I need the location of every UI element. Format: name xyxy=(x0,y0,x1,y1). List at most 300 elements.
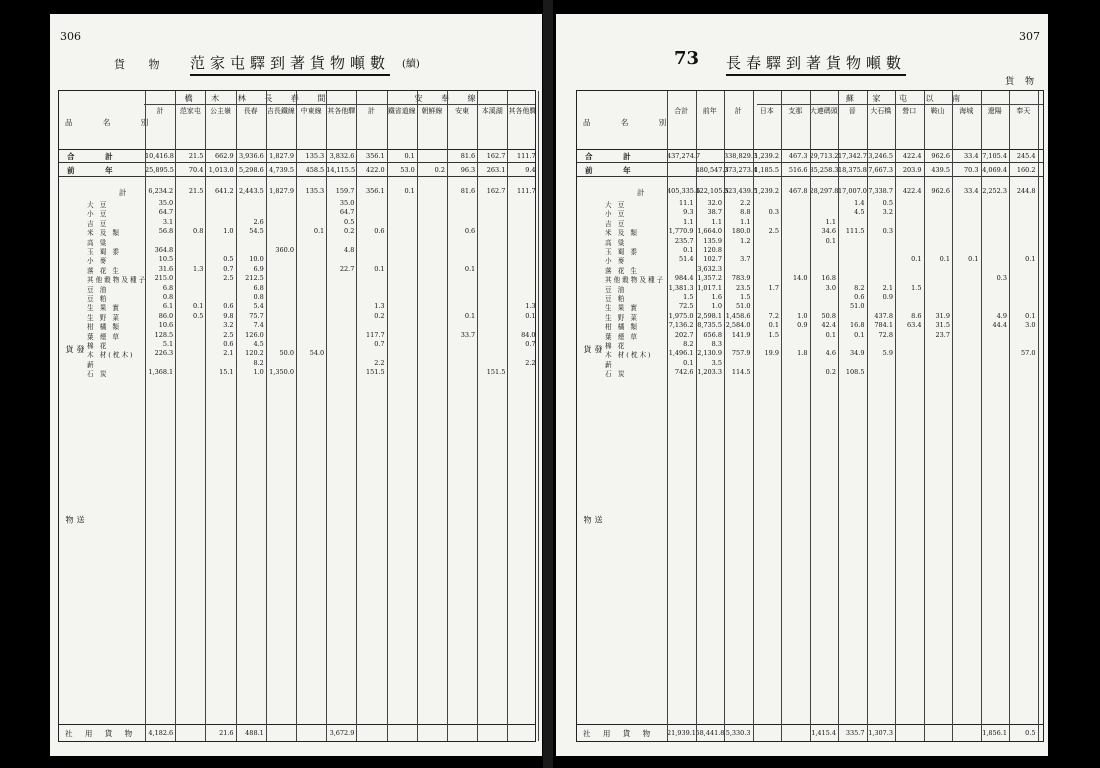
table-cell: 51.0 xyxy=(850,302,865,311)
table-cell: 2.2 xyxy=(525,358,536,367)
row-label: 其他穀物及種子 xyxy=(605,276,666,285)
grid-line xyxy=(753,91,754,741)
table-cell: 0.1 xyxy=(825,330,836,339)
table-cell: 23.5 xyxy=(736,283,751,292)
table-cell: 4.9 xyxy=(996,311,1007,320)
table-cell: 1.3 xyxy=(525,302,536,311)
table-cell: 0.6 xyxy=(223,340,234,348)
row-label: 石 炭 xyxy=(87,370,109,379)
grid-line xyxy=(507,91,508,741)
table-cell: 8.6 xyxy=(911,311,922,320)
table-cell: 120.2 xyxy=(245,349,264,358)
table-cell: 0.6 xyxy=(464,227,476,236)
table-cell: 1.8 xyxy=(797,349,808,358)
row-label: 棉 花 xyxy=(605,342,627,350)
table-cell: 1.5 xyxy=(768,330,779,339)
table-cell: 35,258.3 xyxy=(809,166,839,174)
table-cell: 1,496.1 xyxy=(668,349,694,358)
grid-line xyxy=(175,91,176,741)
table-cell: 0.1 xyxy=(525,311,536,320)
table-cell: 422,105.5 xyxy=(695,187,729,195)
table-cell: 235.7 xyxy=(674,236,694,245)
table-cell: 2.5 xyxy=(768,227,779,236)
table-cell: 50.0 xyxy=(279,349,294,358)
table-cell: 14,115.5 xyxy=(326,166,356,174)
grid-line xyxy=(838,91,839,741)
table-cell: 0.7 xyxy=(223,264,234,273)
table-cell: 0.7 xyxy=(525,340,536,348)
column-header: 計 xyxy=(367,107,375,115)
table-cell: 53.0 xyxy=(400,166,415,174)
table-cell: 0.1 xyxy=(968,255,979,264)
table-cell: 226.3 xyxy=(154,349,174,358)
table-cell: 656.8 xyxy=(703,330,722,339)
table-cell: 75.7 xyxy=(249,311,264,320)
table-cell: 4.8 xyxy=(344,246,355,254)
table-cell: 21.6 xyxy=(219,729,234,737)
table-cell: 160.2 xyxy=(1016,166,1036,174)
table-cell: 33.7 xyxy=(460,330,476,339)
row-label: 豆 粕 xyxy=(605,295,627,303)
table-cell: 0.1 xyxy=(313,227,325,236)
table-cell: 2,252.3 xyxy=(982,187,1007,195)
column-header: 公主嶺 xyxy=(209,107,231,115)
table-cell: 4,069.4 xyxy=(982,166,1007,174)
table-cell: 0.1 xyxy=(911,255,922,264)
table-cell: 5,330.3 xyxy=(725,729,751,737)
table-cell: 783.9 xyxy=(731,274,751,283)
table-cell: 4.5 xyxy=(854,208,865,217)
table-cell: 111.7 xyxy=(516,152,536,160)
row-label: 高 粱 xyxy=(605,238,627,247)
row-label: 石 炭 xyxy=(605,370,627,379)
table-cell: 1.0 xyxy=(797,311,808,320)
table-cell: 203.9 xyxy=(902,166,922,174)
table-cell: 3.0 xyxy=(825,283,836,292)
row-label: 葉 煙 草 xyxy=(605,332,639,341)
table-cell: 1,239.2 xyxy=(754,187,779,195)
prev-year-label: 前 年 xyxy=(67,166,127,175)
table-cell: 1,307.3 xyxy=(868,729,893,737)
table-cell: 9.4 xyxy=(525,166,536,174)
table-cell: 10.0 xyxy=(249,255,264,264)
column-header: 計 xyxy=(734,107,742,115)
continued-mark: (續) xyxy=(402,59,420,70)
table-cell: 25,895.5 xyxy=(145,166,174,174)
group-header-2: 安 奉 線 xyxy=(414,94,484,103)
column-header: 其各他驛 xyxy=(327,107,356,115)
table-cell: 162.7 xyxy=(486,152,506,160)
group-header: 橋 木 林 長 春 間 xyxy=(184,94,334,103)
table-cell: 4.5 xyxy=(253,340,264,348)
grid-line xyxy=(387,91,388,741)
total-label: 合 計 xyxy=(585,152,645,161)
table-number: 73 xyxy=(674,48,700,69)
table-cell: 3,936.6 xyxy=(238,152,264,160)
table-cell: 0.5 xyxy=(882,199,893,207)
grid-line xyxy=(266,91,267,741)
table-cell: 117.7 xyxy=(365,330,385,339)
table-cell: 7,667.3 xyxy=(868,166,893,174)
table-cell: 1.1 xyxy=(825,217,836,226)
table-cell: 51.0 xyxy=(736,302,751,311)
column-header: 支那 xyxy=(788,107,803,115)
row-label: 吉 豆 xyxy=(605,219,627,228)
table-cell: 1,458.6 xyxy=(725,311,751,320)
grid-line xyxy=(724,91,725,741)
table-cell: 10,416.8 xyxy=(145,152,174,160)
footer-label: 社 用 貨 物 xyxy=(65,729,138,738)
grid-line xyxy=(895,91,896,741)
column-header: 營口 xyxy=(902,107,917,115)
row-label: 豆 粕 xyxy=(87,295,109,303)
row-label: 柑 橘 類 xyxy=(605,323,639,332)
table-cell: 215.0 xyxy=(154,274,174,283)
prev-year-label: 前 年 xyxy=(585,166,645,175)
row-label: 薪 xyxy=(87,360,96,369)
table-cell: 6,234.2 xyxy=(148,187,174,195)
table-cell: 35.0 xyxy=(339,199,355,207)
table-cell: 1.0 xyxy=(223,227,234,236)
page-title: 范家屯驛到著貨物噸數 xyxy=(190,52,390,76)
table-cell: 64.7 xyxy=(339,208,355,217)
table-cell: 202.7 xyxy=(674,330,694,339)
table-cell: 0.1 xyxy=(464,264,476,273)
table-cell: 8.2 xyxy=(854,283,865,292)
table-cell: 56.8 xyxy=(158,227,174,236)
table-cell: 64.7 xyxy=(158,208,174,217)
table-cell: 0.1 xyxy=(854,330,865,339)
table-cell: 1.0 xyxy=(253,368,264,377)
table-cell: 1,381.3 xyxy=(668,283,694,292)
table-cell: 373,273.4 xyxy=(724,166,758,174)
stub-header: 品 名 別 xyxy=(65,118,163,127)
grid-line xyxy=(781,91,782,741)
table-cell: 2,443.5 xyxy=(238,187,264,195)
table-cell: 1,770.9 xyxy=(668,227,694,236)
table-cell: 5.9 xyxy=(882,349,893,358)
subtotal-label: 計 xyxy=(637,188,645,197)
table-cell: 335.7 xyxy=(845,729,865,737)
table-cell: 6.1 xyxy=(162,302,174,311)
table-cell: 50.8 xyxy=(821,311,836,320)
table-cell: 1,664.0 xyxy=(697,227,722,236)
table-cell: 4,739.5 xyxy=(269,166,294,174)
table-cell: 18,375.8 xyxy=(838,166,867,174)
row-label: 豆 油 xyxy=(87,285,109,294)
table-cell: 0.1 xyxy=(683,358,694,367)
table-cell: 1.7 xyxy=(768,283,779,292)
row-label: 大 豆 xyxy=(87,201,109,209)
section-label: 貨 物 xyxy=(114,58,170,71)
table-cell: 28,297.8 xyxy=(809,187,839,195)
table-cell: 1,013.0 xyxy=(208,166,234,174)
table-cell: 0.5 xyxy=(193,311,204,320)
table-cell: 31.9 xyxy=(935,311,950,320)
table-cell: 0.5 xyxy=(344,217,355,226)
table-cell: 467.3 xyxy=(788,152,808,160)
table-cell: 108.5 xyxy=(845,368,865,377)
table-cell: 57.0 xyxy=(1021,349,1036,358)
subtotal-label: 計 xyxy=(119,188,127,197)
table-cell: 212.5 xyxy=(245,274,264,283)
table-cell: 1.3 xyxy=(374,302,385,311)
stub-header: 品 名 別 xyxy=(583,118,681,127)
table-cell: 2.2 xyxy=(374,358,385,367)
table-cell: 0.8 xyxy=(193,227,204,236)
column-header: 其各他驛 xyxy=(508,107,537,115)
grid-line xyxy=(145,91,146,741)
table-cell: 0.3 xyxy=(882,227,893,236)
table-cell: 0.1 xyxy=(374,264,385,273)
table-cell: 54.5 xyxy=(249,227,264,236)
table-cell: 19.9 xyxy=(764,349,779,358)
column-header: 合計 xyxy=(674,107,689,115)
table-cell: 8.8 xyxy=(740,208,751,217)
table-cell: 15.1 xyxy=(219,368,234,377)
table-cell: 1,357.2 xyxy=(697,274,722,283)
table-cell: 6.8 xyxy=(253,283,264,292)
table-cell: 0.6 xyxy=(223,302,234,311)
table-cell: 1,415.4 xyxy=(811,729,836,737)
table-cell: 70.3 xyxy=(964,166,979,174)
table-cell: 356.1 xyxy=(365,152,385,160)
table-cell: 0.3 xyxy=(768,208,779,217)
table-cell: 467.8 xyxy=(788,187,808,195)
table-cell: 42.4 xyxy=(821,321,836,330)
table-cell: 38.7 xyxy=(707,208,722,217)
table-cell: 1,856.1 xyxy=(982,729,1007,737)
table-cell: 3,246.5 xyxy=(868,152,893,160)
section-label: 貨 物 xyxy=(1005,77,1038,87)
row-label: 生 野 菜 xyxy=(87,313,121,322)
category-label: 發 送 貨 物 xyxy=(583,345,603,604)
table-cell: 81.6 xyxy=(460,187,476,195)
table-cell: 662.9 xyxy=(214,152,234,160)
table-cell: 1,350.0 xyxy=(269,368,294,377)
column-header: 鞍山 xyxy=(930,107,945,115)
table-cell: 1,827.9 xyxy=(269,152,294,160)
footer-label: 社 用 貨 物 xyxy=(583,729,656,738)
table-cell: 33.4 xyxy=(964,152,979,160)
table-cell: 245.4 xyxy=(1016,152,1036,160)
table-cell: 135.9 xyxy=(703,236,722,245)
table-cell: 1,368.1 xyxy=(148,368,174,377)
table-cell: 244.8 xyxy=(1016,187,1036,195)
row-label: 其他穀物及種子 xyxy=(87,276,148,285)
table-cell: 21.5 xyxy=(188,152,204,160)
table-cell: 3,832.6 xyxy=(329,152,355,160)
right-page xyxy=(556,14,1048,756)
row-label: 米 及 類 xyxy=(87,229,121,238)
grid-line xyxy=(236,91,237,741)
table-cell: 1.3 xyxy=(193,264,204,273)
table-cell: 180.0 xyxy=(731,227,751,236)
table-cell: 3.5 xyxy=(711,358,722,367)
row-label: 葉 煙 草 xyxy=(87,332,121,341)
page-number: 306 xyxy=(60,30,81,43)
table-cell: 5,298.6 xyxy=(238,166,264,174)
table-cell: 111.5 xyxy=(845,227,865,236)
row-label: 小 麥 xyxy=(605,257,627,266)
table-cell: 14.0 xyxy=(793,274,808,283)
table-cell: 0.1 xyxy=(939,255,950,264)
table-cell: 141.9 xyxy=(731,330,751,339)
table-cell: 0.6 xyxy=(374,227,385,236)
table-cell: 7,338.7 xyxy=(868,187,893,195)
table-cell: 84.0 xyxy=(521,330,536,339)
table-cell: 422.4 xyxy=(902,187,922,195)
table-cell: 7.4 xyxy=(253,321,264,330)
table-cell: 1.5 xyxy=(683,293,694,301)
grid-line xyxy=(205,91,206,741)
row-label: 小 豆 xyxy=(87,210,109,219)
table-cell: 3.2 xyxy=(223,321,234,330)
table-cell: 114.5 xyxy=(731,368,751,377)
table-cell: 437,274.7 xyxy=(667,152,701,160)
column-header: 范家屯 xyxy=(179,107,201,115)
table-cell: 1.1 xyxy=(683,217,694,226)
table-cell: 984.4 xyxy=(674,274,694,283)
table-cell: 405,335.6 xyxy=(667,187,701,195)
table-cell: 323,439.5 xyxy=(724,187,758,195)
table-cell: 458.5 xyxy=(305,166,325,174)
table-cell: 1.5 xyxy=(911,283,922,292)
prev-year-row xyxy=(59,163,535,177)
table-cell: 21,939.1 xyxy=(667,729,696,737)
table-cell: 111.7 xyxy=(516,187,536,195)
row-label: 柑 橘 類 xyxy=(87,323,121,332)
table-cell: 0.1 xyxy=(404,152,415,160)
table-cell: 8,735.5 xyxy=(697,321,722,330)
column-header: 安東 xyxy=(455,107,470,115)
table-cell: 23.7 xyxy=(935,330,950,339)
table-cell: 2,584.0 xyxy=(725,321,751,330)
grid-line xyxy=(810,91,811,741)
row-label: 生 果 實 xyxy=(605,304,639,313)
table-cell: 0.8 xyxy=(253,293,264,301)
table-cell: 10.6 xyxy=(158,321,174,330)
table-cell: 3,632.3 xyxy=(697,264,722,273)
table-cell: 54.0 xyxy=(309,349,325,358)
grid-line xyxy=(447,91,448,741)
table-cell: 364.8 xyxy=(154,246,174,254)
table-cell: 72.8 xyxy=(878,330,893,339)
table-cell: 437.8 xyxy=(874,311,893,320)
table-cell: 5.1 xyxy=(162,340,174,348)
table-cell: 51.4 xyxy=(679,255,694,264)
table-cell: 1.0 xyxy=(711,302,722,311)
table-cell: 0.1 xyxy=(825,236,836,245)
row-label: 豆 油 xyxy=(605,285,627,294)
grid-line xyxy=(867,91,868,741)
row-label: 玉 蜀 黍 xyxy=(605,248,639,256)
table-cell: 2.2 xyxy=(740,199,751,207)
table-cell: 33.4 xyxy=(964,187,979,195)
grid-line xyxy=(1038,91,1039,741)
table-cell: 360.0 xyxy=(275,246,294,254)
row-label: 薪 xyxy=(605,360,614,369)
table-cell: 439.5 xyxy=(931,166,950,174)
table-cell: 4.6 xyxy=(825,349,836,358)
table-cell: 422.0 xyxy=(365,166,385,174)
table-cell: 32.0 xyxy=(707,199,722,207)
footer-row xyxy=(59,724,535,741)
grid-line xyxy=(981,91,982,741)
table-cell: 151.5 xyxy=(486,368,506,377)
table-cell: 0.1 xyxy=(404,187,415,195)
table-cell: 21.5 xyxy=(188,187,204,195)
table-cell: 1.1 xyxy=(740,217,751,226)
table-cell: 2.5 xyxy=(223,330,234,339)
table-body xyxy=(59,185,535,725)
grid-line xyxy=(924,91,925,741)
row-label: 木 材(枕木) xyxy=(605,351,653,360)
column-header: 大石橋 xyxy=(870,107,892,115)
table-cell: 16.8 xyxy=(821,274,836,283)
column-header: 奉天 xyxy=(1016,107,1031,115)
left-page xyxy=(50,14,542,756)
table-cell: 0.2 xyxy=(434,166,445,174)
table-cell: 3.2 xyxy=(882,208,893,217)
table-cell: 0.7 xyxy=(374,340,385,348)
table-cell: 0.9 xyxy=(882,293,893,301)
grid-line xyxy=(667,91,668,741)
table-cell: 2.1 xyxy=(223,349,234,358)
row-label: 吉 豆 xyxy=(87,219,109,228)
page-title: 長春驛到著貨物噸數 xyxy=(726,52,906,76)
table-cell: 162.7 xyxy=(486,187,506,195)
column-header: 前年 xyxy=(702,107,717,115)
row-label: 棉 花 xyxy=(87,342,109,350)
grid-line xyxy=(417,91,418,741)
table-cell: 58,441.8 xyxy=(695,729,725,737)
table-cell: 6.8 xyxy=(162,283,174,292)
table-cell: 31.6 xyxy=(158,264,174,273)
book-spine xyxy=(543,0,553,768)
table-cell: 0.1 xyxy=(768,321,779,330)
total-row xyxy=(59,149,535,163)
table-cell: 81.6 xyxy=(460,152,476,160)
column-header: 朝鮮線 xyxy=(421,107,443,115)
table-cell: 338,829.3 xyxy=(724,152,758,160)
table-cell: 9.8 xyxy=(223,311,234,320)
column-header: 長春 xyxy=(243,107,258,115)
table-cell: 86.0 xyxy=(158,311,174,320)
table-cell: 5.4 xyxy=(253,302,264,311)
group-header: 蘇 家 屯 以 南 xyxy=(845,94,969,103)
table-cell: 0.1 xyxy=(193,302,204,311)
column-header: 鐵省道線 xyxy=(387,107,416,115)
table-cell: 126.0 xyxy=(245,330,264,339)
table-cell: 17,007.0 xyxy=(838,187,867,195)
grid-line xyxy=(296,91,297,741)
table-cell: 1.4 xyxy=(854,199,865,207)
table-cell: 0.9 xyxy=(797,321,808,330)
table-cell: 17,342.7 xyxy=(838,152,867,160)
table-cell: 3.0 xyxy=(1025,321,1036,330)
table-cell: 44.4 xyxy=(992,321,1007,330)
column-header: 晉 xyxy=(848,107,856,115)
table-cell: 757.9 xyxy=(731,349,751,358)
table-cell: 962.6 xyxy=(931,187,950,195)
table-cell: 0.1 xyxy=(683,246,694,254)
table-cell: 3.7 xyxy=(740,255,751,264)
row-label: 高 粱 xyxy=(87,238,109,247)
column-header: 本溪湖 xyxy=(481,107,503,115)
table-cell: 2,130.9 xyxy=(697,349,722,358)
table-cell: 34.6 xyxy=(821,227,836,236)
